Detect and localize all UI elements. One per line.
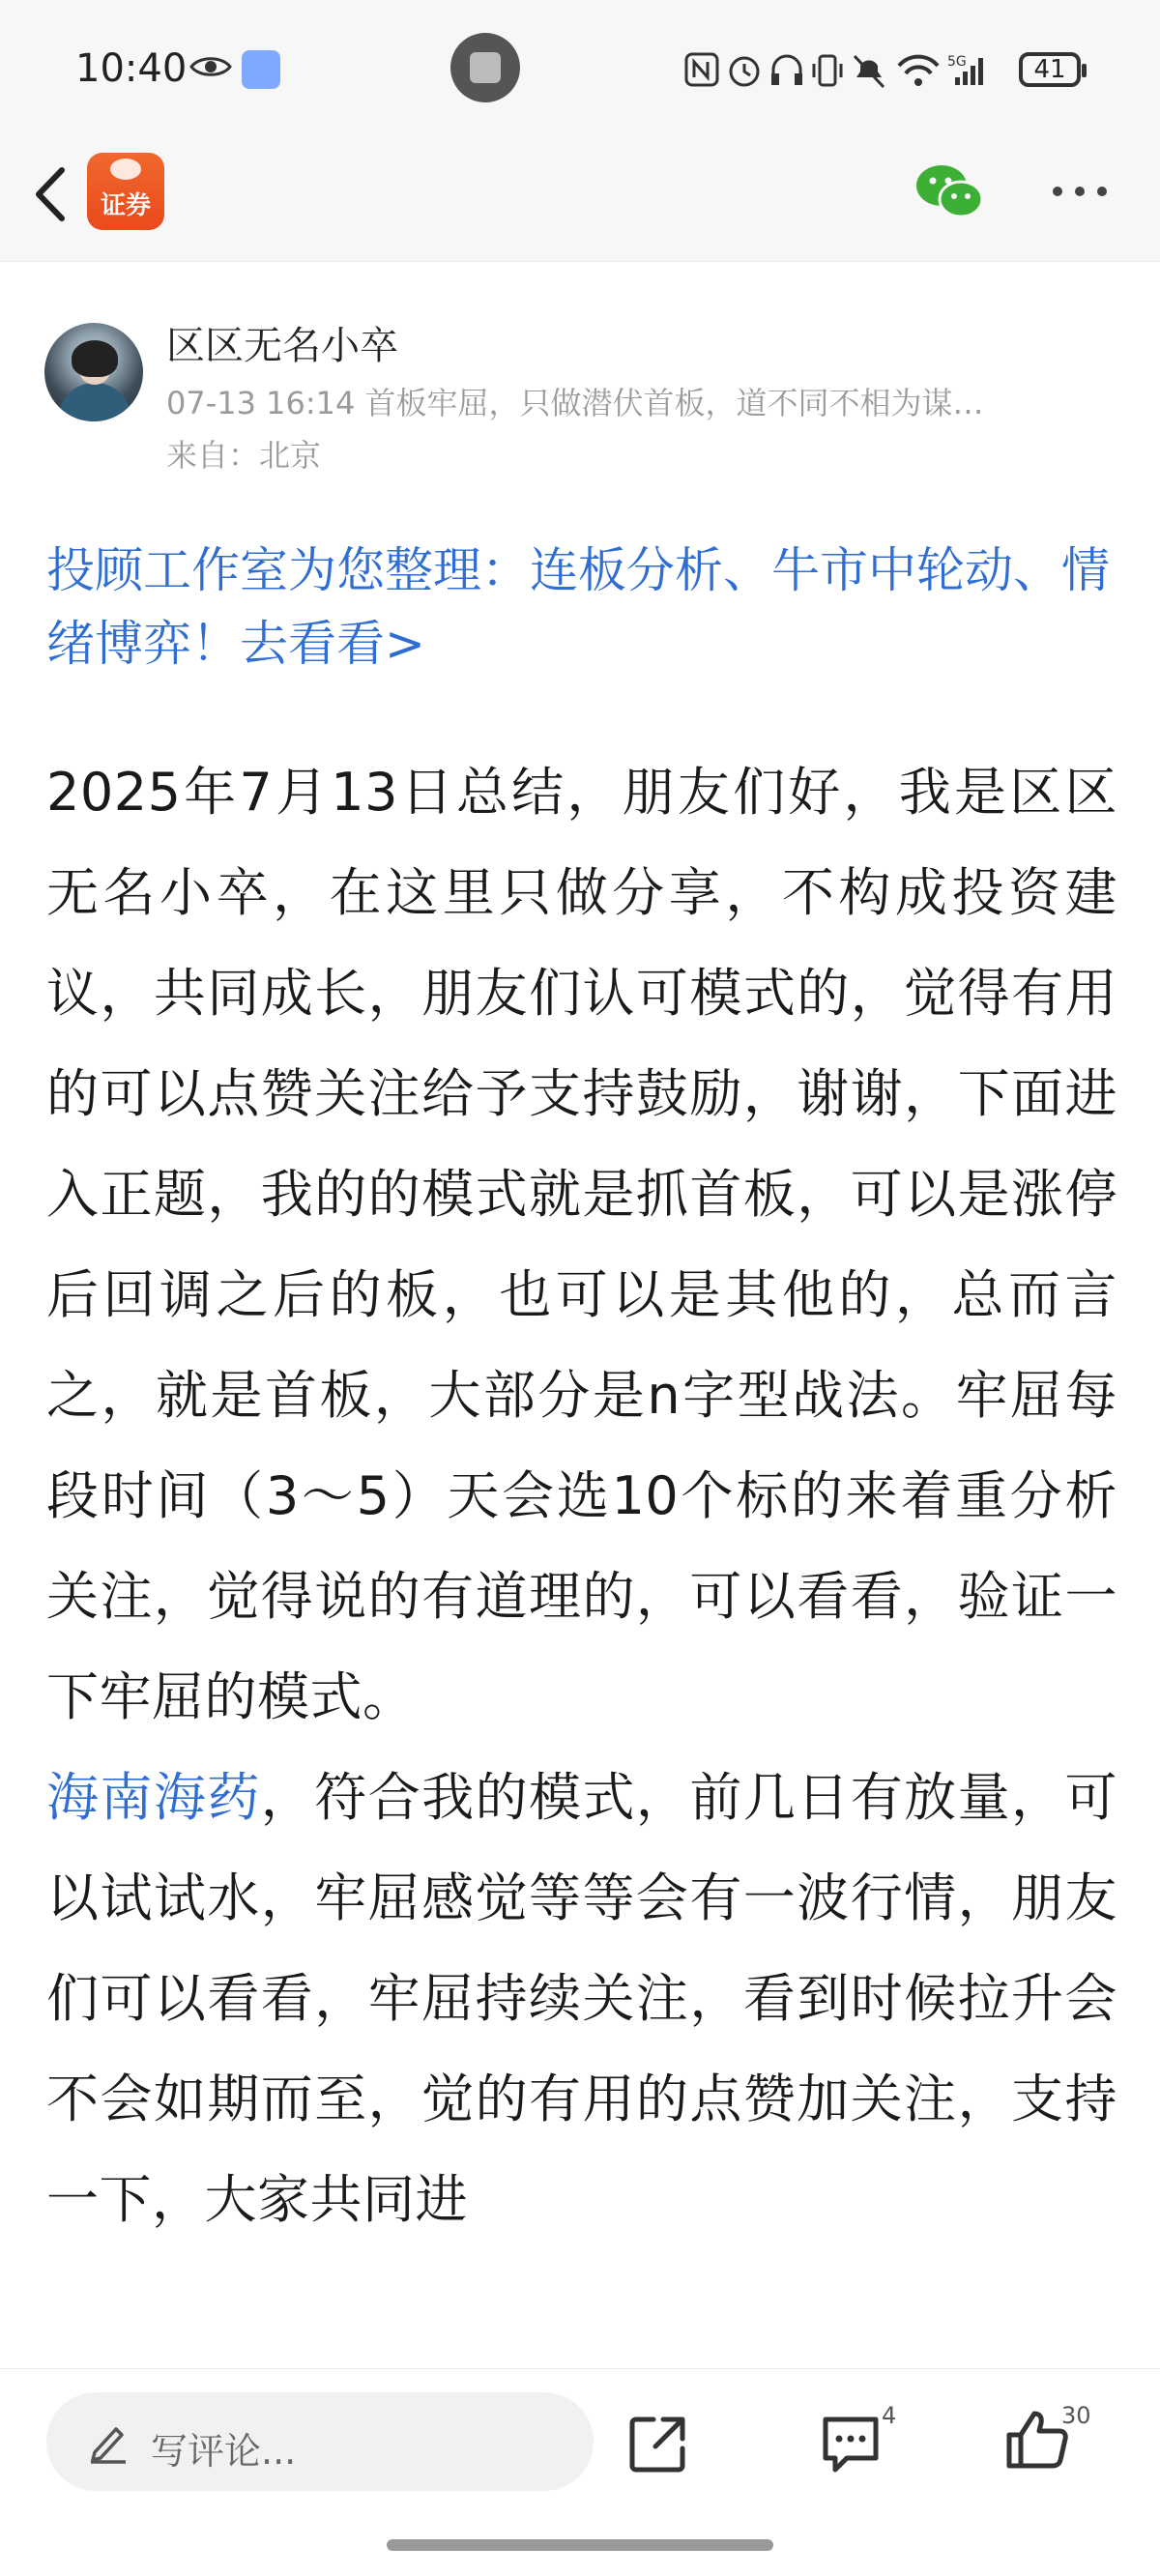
promo-link[interactable]: 投顾工作室为您整理：连板分析、牛市中轮动、情绪博弈！去看看>	[46, 542, 1110, 672]
svg-text:5G: 5G	[947, 54, 967, 70]
app-notification-icon	[242, 50, 280, 89]
logo-mark-icon	[110, 159, 141, 180]
location-value: 北京	[259, 437, 322, 474]
avatar[interactable]	[44, 323, 143, 421]
alarm-icon	[731, 58, 758, 85]
signal-5g-icon	[947, 54, 983, 85]
mute-icon	[855, 56, 884, 87]
battery-icon: 41	[1019, 52, 1081, 87]
back-icon[interactable]	[27, 160, 75, 228]
home-indicator[interactable]	[387, 2539, 773, 2551]
status-time: 10:40	[75, 46, 188, 91]
pen-icon	[87, 2419, 130, 2464]
comment-placeholder: 写评论...	[151, 2430, 297, 2473]
app-logo	[87, 153, 164, 230]
location-label: 来自：	[166, 437, 260, 474]
article-paragraph: 2025年7月13日总结，朋友们好，我是区区无名小卒，在这里只做分享，不构成投资建议，共同成长，朋友们认可模式的，觉得有用的可以点赞关注给予支持鼓励，谢谢，下面进入正题，我的的模式就是抓首板，可以是涨停后回调之后的板，也可以是其他的，总而言之，就是首板，大部分是n字型战法。牢屈每段时间（3～5）天会选10个标的来着重分析关注，觉得说的有道理的，可以看看，验证一下牢屈的模式。	[46, 762, 1117, 1727]
screen-recorder-icon	[450, 33, 520, 102]
like-icon[interactable]	[1005, 2408, 1069, 2472]
like-count: 30	[1061, 2402, 1091, 2429]
article-paragraph-text: ，符合我的模式，前几日有放量，可以试试水，牢屈感觉等等会有一波行情，朋友们可以看看，牢屈持续关注，看到时候拉升会不会如期而至，觉的有用的点赞加关注，支持一下，大家共同进	[46, 1767, 1118, 2230]
author-name[interactable]: 区区无名小卒	[166, 324, 398, 368]
post-meta: 07-13 16:14 首板牢屈，只做潜伏首板，道不同不相为谋…	[166, 385, 984, 421]
comment-count: 4	[882, 2402, 897, 2429]
status-bar	[0, 0, 1160, 135]
nav-bar	[0, 135, 1160, 262]
wifi-icon	[899, 57, 938, 86]
article-body	[46, 742, 1117, 2250]
article-paragraph	[46, 1748, 1117, 2250]
headphones-icon	[771, 56, 802, 85]
eye-icon	[189, 54, 232, 79]
nfc-icon	[686, 54, 717, 85]
comment-input[interactable]	[46, 2392, 594, 2491]
post-location	[166, 431, 321, 476]
share-icon[interactable]	[628, 2414, 688, 2474]
comment-icon[interactable]	[820, 2414, 882, 2474]
stock-link[interactable]: 海南海药	[46, 1767, 261, 1828]
app-logo-text: 证券	[100, 191, 151, 220]
bottom-bar	[0, 2368, 1160, 2576]
more-icon[interactable]	[1050, 184, 1110, 199]
wechat-icon[interactable]	[914, 162, 984, 220]
vibrate-icon	[814, 56, 841, 85]
